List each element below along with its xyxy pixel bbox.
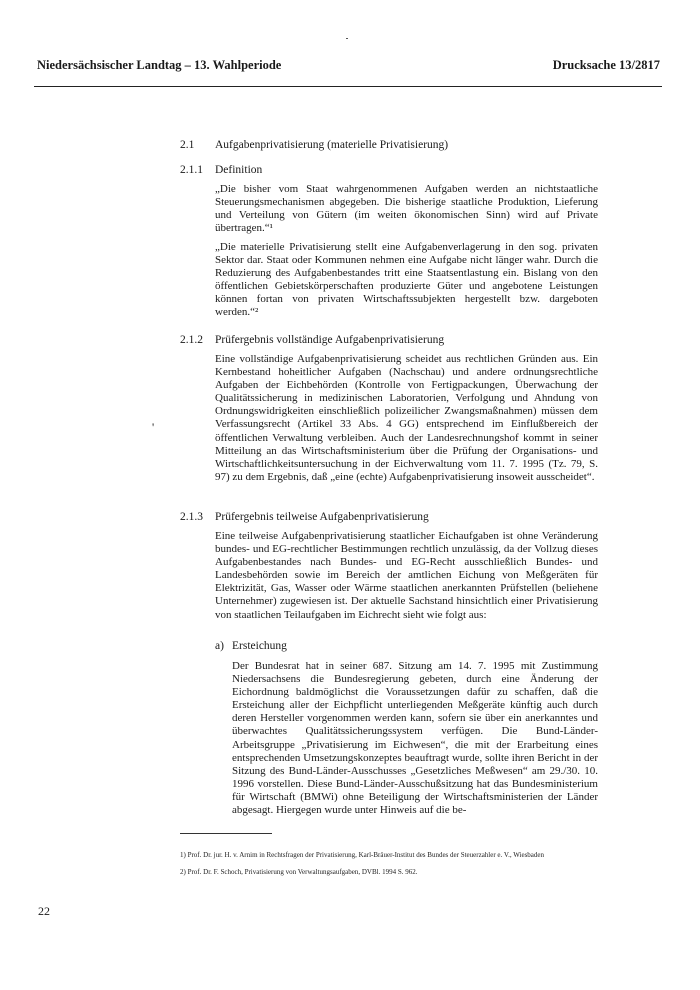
header-rule xyxy=(34,86,662,87)
footnote-rule xyxy=(180,833,272,834)
heading-title: Aufgabenprivatisierung (materielle Privatisierung) xyxy=(215,139,449,151)
page-number: 22 xyxy=(38,904,50,918)
heading-title: Prüfergebnis teilweise Aufgabenprivatisierung xyxy=(215,511,429,523)
paragraph-ersteichung: Der Bundesrat hat in seiner 687. Sitzung am 14. 7. 1995 mit Zustimmung Niedersachsens die Bundesregierung gebeten, durch eine Änderung der Eichordnung baldmöglichst die Voraussetzungen dafür zu schaffen, daß die Ersteichung aller der Eichpflicht unterliegenden Meßgeräte künftig auch durch deren Hersteller vorgenommen werden kann, sofern sie über ein anerkanntes und überwachtes Qualitätssicherungssystem verfügen. Die Bund-Länder-Arbeitsgruppe „Privatisierung im Eichwesen“, die mit der Erarbeitung eines entsprechenden Umsetzungskonzeptes beauftragt wurde, sollte ihren Bericht in der Sitzung des Bund-Länder-Ausschusses „Gesetzliches Meßwesen“ am 29./30. 10. 1996 vorstellen. Diese Bund-Länder-Ausschußsitzung hat das Bundesministerium für Wirtschaft (BMWi) ohne Beteiligung der Wirtschaftsministerien der Länder abgesagt. Hiergegen wurde unter Hinweis auf die be- xyxy=(232,660,598,817)
header-parliament: Niedersächsischer Landtag – 13. Wahlperiode xyxy=(37,58,282,72)
heading-number: 2.1.3 xyxy=(180,511,203,523)
scan-speck xyxy=(346,38,348,39)
heading-number: 2.1 xyxy=(180,139,195,151)
footnote-1: 1) Prof. Dr. jur. H. v. Arnim in Rechtsfragen der Privatisierung, Karl-Bräuer-Institut des Bundes der Steuerzahler e. V., Wiesbaden xyxy=(180,851,545,859)
margin-mark: ' xyxy=(152,420,155,434)
paragraph-full-privatization: Eine vollständige Aufgabenprivatisierung scheidet aus rechtlichen Gründen aus. Ein Kernbestand hoheitlicher Aufgaben (Nachschau) und andere ordnungsrechtliche Aufgaben der Eichbehörden (Kontrolle von Fertigpackungen, Überwachung der Qualitätssicherung in medizinischen Laboratorien, Verfolgung und Ahndung von Ordnungswidrigkeiten einschließlich polizeilicher Zwangsmaßnahmen) müssen dem Verfassungsrecht (Artikel 33 Abs. 4 GG) entsprechend im Einflußbereich der öffentlichen Verwaltung verbleiben. Auch der Landesrechnungshof kommt in seiner Mitteilung an das Wirtschaftsministerium über die Prüfung der Organisations- und Wirtschaftlichkeitsuntersuchung in der Eichverwaltung vom 11. 7. 1995 (Tz. 79, S. 97) zu dem Ergebnis, daß „eine (echte) Aufgabenprivatisierung insoweit ausscheidet“. xyxy=(215,353,598,483)
heading-number: 2.1.1 xyxy=(180,164,203,176)
heading-number: 2.1.2 xyxy=(180,334,203,346)
paragraph-definition-2: „Die materielle Privatisierung stellt eine Aufgabenverlagerung in den sog. privaten Sektor dar. Staat oder Kommunen nehmen eine Aufgabe nicht länger wahr. Durch die Reduzierung des Aufgabenbestandes tritt eine Staatsentlastung ein. Bislang von den öffentlichen Gebietskörperschaften produzierte Güter und angebotene Leistungen können fortan von privaten Wirtschaftssubjekten hergestellt bzw. dargeboten werden.“² xyxy=(215,241,598,319)
heading-title: Ersteichung xyxy=(232,640,287,652)
footnote-2: 2) Prof. Dr. F. Schoch, Privatisierung von Verwaltungsaufgaben, DVBl. 1994 S. 962. xyxy=(180,868,418,876)
header-document-number: Drucksache 13/2817 xyxy=(552,58,660,72)
heading-title: Prüfergebnis vollständige Aufgabenprivatisierung xyxy=(215,334,445,346)
heading-title: Definition xyxy=(215,164,263,176)
paragraph-definition-1: „Die bisher vom Staat wahrgenommenen Aufgaben werden an nichtstaatliche Steuerungsmechanismen abgegeben. Die bisherige staatliche Produktion, Lieferung und Verteilung von Gütern (im weiten ökonomischen Sinn) wird auf Private übertragen.“¹ xyxy=(215,183,598,235)
heading-number: a) xyxy=(215,640,224,652)
paragraph-partial-privatization: Eine teilweise Aufgabenprivatisierung staatlicher Eichaufgaben ist ohne Veränderung bundes- und EG-rechtlicher Bestimmungen rechtlich unzulässig, da der Vollzug dieses Aufgabenbestandes nach Bundes- und EG-Recht ausschließlich Bundes- und Landesbehörden sowie im Bereich der amtlichen Eichung von Meßgeräten für Elektrizität, Gas, Wasser oder Wärme staatlichen anerkannten Prüfstellen (beliehene Unternehmer) zugewiesen ist. Der aktuelle Sachstand hinsichtlich einer Privatisierung von staatlichen Teilaufgaben im Eichrecht sieht wie folgt aus: xyxy=(215,530,598,621)
